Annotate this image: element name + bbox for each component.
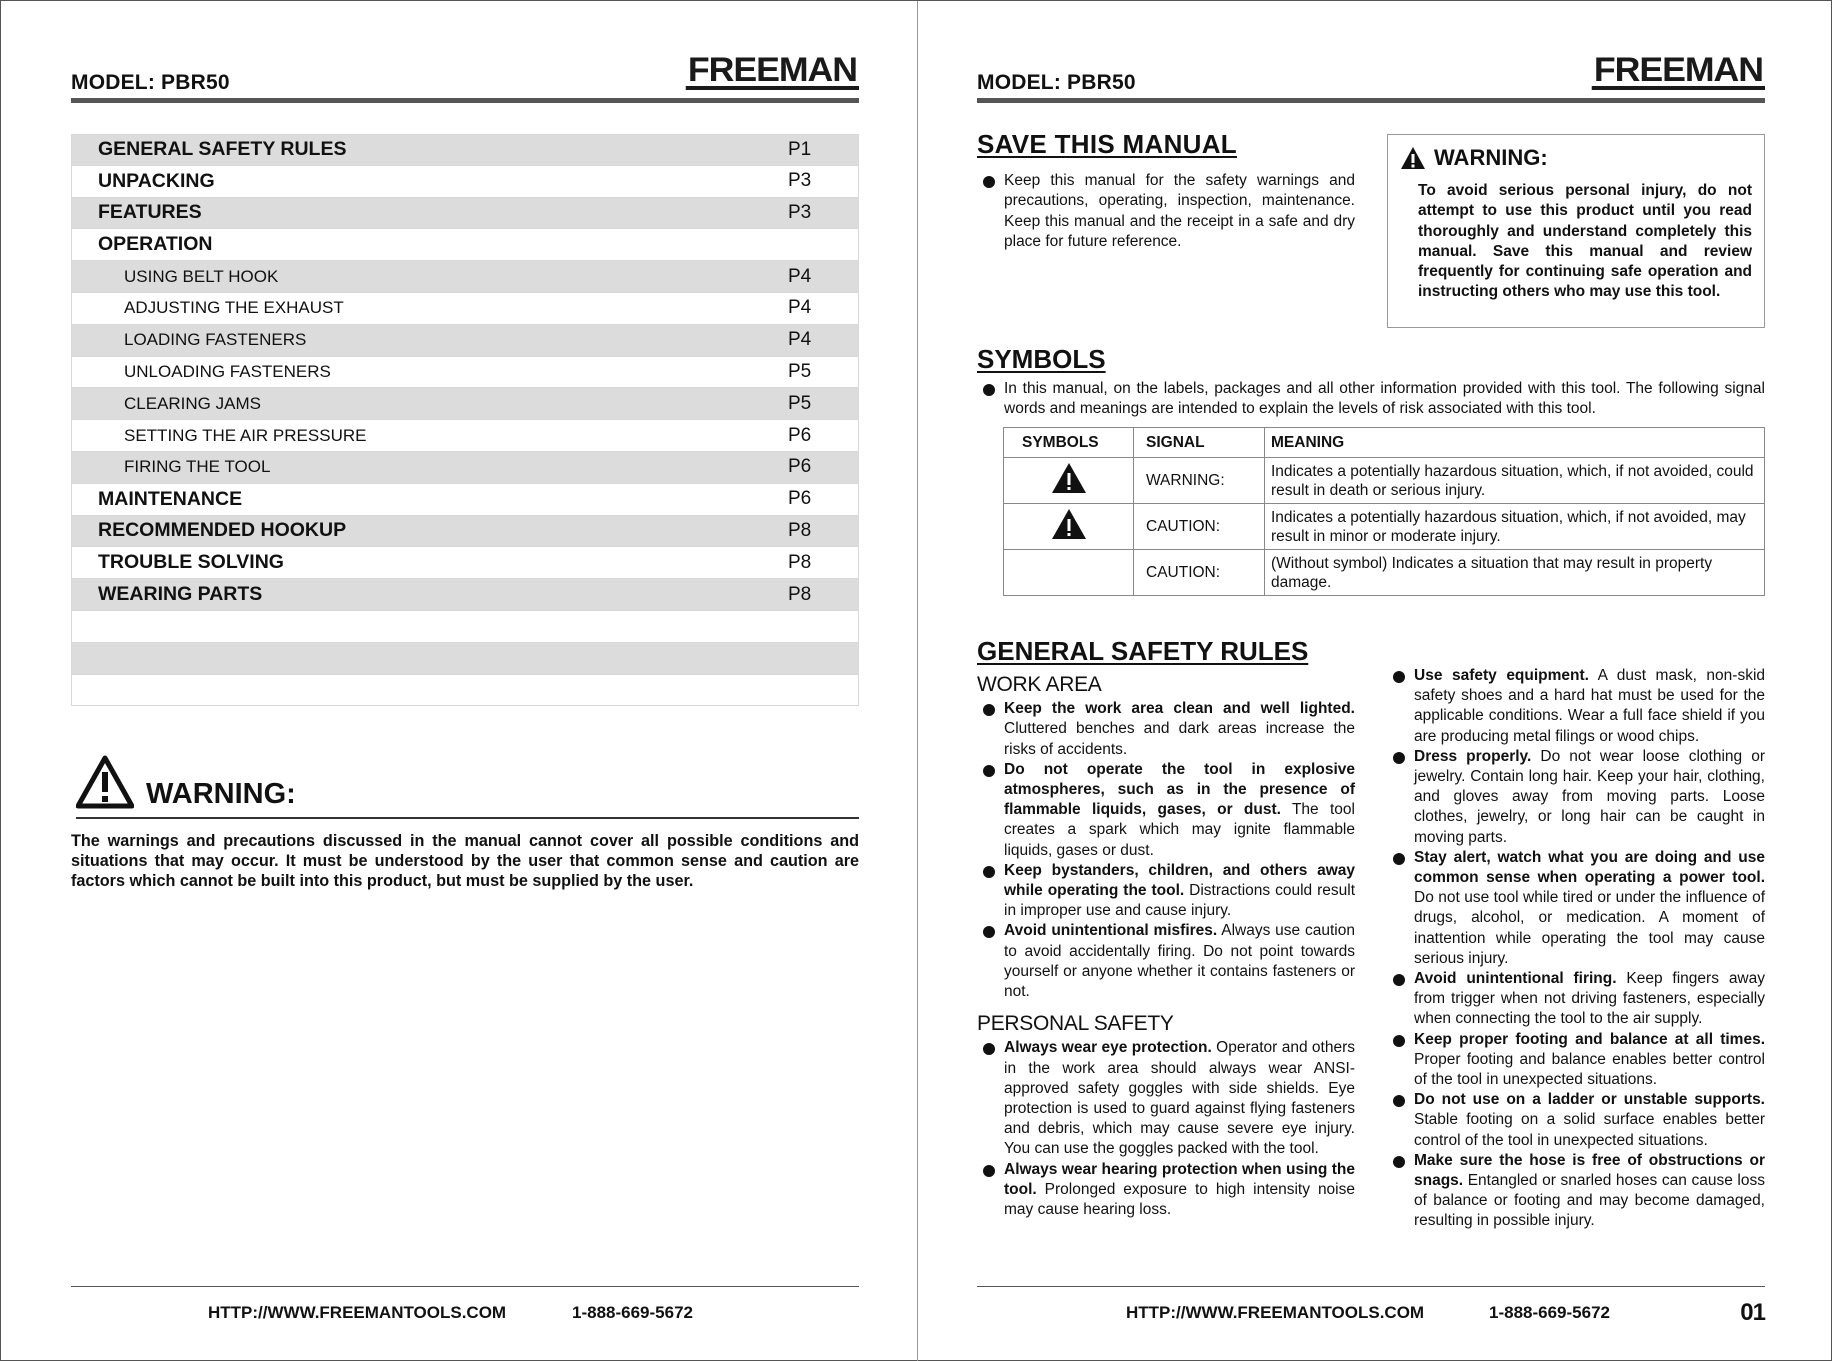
left-warning-label: WARNING: — [146, 778, 296, 810]
safety-rule-lead: Keep bystanders, children, and others away while operating the tool. — [1004, 861, 1355, 900]
toc-row — [71, 547, 859, 579]
toc-row — [71, 293, 859, 325]
toc-entry-page: P3 — [788, 201, 812, 223]
right-warning-label: WARNING: — [1434, 145, 1548, 170]
right-header — [977, 51, 1765, 103]
toc-entry-label: USING BELT HOOK — [124, 266, 279, 286]
toc-entry-page: P4 — [788, 329, 812, 351]
toc-entry-page: P4 — [788, 265, 812, 287]
toc-entry-page: P5 — [788, 392, 812, 414]
toc-row — [71, 643, 859, 675]
left-header — [71, 51, 859, 103]
safety-rule-text: Distractions could result in improper use and cause injury. — [1004, 882, 1355, 920]
toc-entry-label: CLEARING JAMS — [124, 393, 261, 413]
right-page — [977, 1, 1765, 1361]
safety-rule-item — [1387, 1030, 1765, 1091]
toc-entry-label: ADJUSTING THE EXHAUST — [124, 298, 344, 318]
toc-row — [71, 166, 859, 198]
safety-rule-lead: Keep proper footing and balance at all times. — [1414, 1030, 1765, 1048]
toc-row — [71, 134, 859, 166]
warning-triangle-icon — [1051, 508, 1087, 540]
safety-rule-item — [1387, 747, 1765, 848]
toc-entry-label: UNPACKING — [98, 169, 215, 192]
safety-rule-item — [1387, 1151, 1765, 1232]
toc-entry-page: P5 — [788, 360, 812, 382]
footer-phone: 1-888-669-5672 — [1489, 1303, 1610, 1322]
safety-rule-text: Proper footing and balance enables better control of the tool in unexpected situations. — [1414, 1050, 1765, 1089]
left-warning-text: The warnings and precautions discussed in the manual cannot cover all possible conditions and situations that may occur. It must be understood by the user that common sense and caution are factors which cannot be built into this product, but must be supplied by the user. — [71, 832, 859, 891]
header-rule — [71, 98, 859, 103]
safety-rule-item — [1387, 848, 1765, 969]
safety-rule-item — [1387, 969, 1765, 1030]
safety-rule-text: Always use caution to avoid accidentally firing. Do not point towards yourself or anyone whether it contains fasteners or not. — [1004, 922, 1355, 1001]
safety-rule-text: Stable footing on a solid surface enables better control of the tool in unexpected situations. — [1414, 1111, 1765, 1149]
toc-entry-label: SETTING THE AIR PRESSURE — [124, 425, 367, 445]
toc-entry-page: P6 — [788, 424, 812, 446]
left-warning-title — [76, 749, 859, 809]
toc-entry-page: P4 — [788, 297, 812, 319]
left-warning-block — [71, 749, 859, 892]
left-warning-rule — [76, 817, 859, 819]
safety-rule-lead: Stay alert, watch what you are doing and use common sense when operating a power tool. — [1414, 848, 1765, 887]
right-warning-text: To avoid serious personal injury, do not attempt to use this product until you read thoroughly and understand completely this manual. Save this manual and review frequently for continuing safe operation and instructing others who may use this tool. — [1418, 182, 1752, 301]
footer-url[interactable]: HTTP://WWW.FREEMANTOOLS.COM — [208, 1303, 507, 1322]
symbol-cell — [1004, 550, 1134, 596]
symbol-cell — [1004, 504, 1134, 550]
toc-entry-label: TROUBLE SOLVING — [98, 551, 284, 574]
symbols-row — [1004, 550, 1765, 596]
signal-cell: CAUTION: — [1134, 504, 1265, 550]
symbols-intro — [977, 379, 1765, 420]
toc-entry-label: WEARING PARTS — [98, 583, 263, 606]
model-label: MODEL: PBR50 — [977, 71, 1136, 94]
signal-col-header: SIGNAL — [1134, 428, 1265, 458]
safety-rule-item — [1387, 1090, 1765, 1151]
safety-rule-text: Entangled or snarled hoses can cause loss of balance or footing and may become damaged, resulting in possible injury. — [1414, 1172, 1765, 1230]
toc-row — [71, 357, 859, 389]
safety-rule-lead: Dress properly. — [1414, 747, 1532, 765]
toc-row — [71, 452, 859, 484]
meaning-cell: Indicates a potentially hazardous situation, which, if not avoided, could result in death or serious injury. — [1265, 458, 1765, 504]
safety-rule-lead: Use safety equipment. — [1414, 667, 1589, 684]
toc-entry-page: P8 — [788, 519, 812, 541]
toc-entry-label: FIRING THE TOOL — [124, 457, 271, 477]
toc-row — [71, 198, 859, 230]
right-warning-box — [1387, 134, 1765, 328]
footer-rule — [977, 1286, 1765, 1287]
safety-rule-text: Cluttered benches and dark areas increase the risks of accidents. — [1004, 720, 1355, 758]
safety-rule-text: Operator and others in the work area should always wear ANSI-approved safety goggles with side shields. Eye protection is used to guard against flying fasteners and debris, which may cause severe eye injury. You can use the goggles packed with the tool. — [1004, 1039, 1356, 1158]
safety-rule-item — [1387, 666, 1765, 747]
toc-row — [71, 261, 859, 293]
freeman-logo: FREEMAN — [686, 51, 859, 90]
safety-right-column — [1387, 666, 1765, 1232]
safety-rule-lead: Avoid unintentional firing. — [1414, 970, 1617, 988]
page-divider — [917, 1, 918, 1361]
toc-entry-page: P3 — [788, 170, 812, 192]
safety-rule-lead: Always wear hearing protection when using the tool. — [1004, 1160, 1355, 1198]
toc-entry-page: P8 — [788, 583, 812, 605]
symbols-col-header: SYMBOLS — [1004, 428, 1134, 458]
safety-rule-item — [977, 1160, 1355, 1221]
toc-row — [71, 516, 859, 548]
toc-entry-page: P6 — [788, 456, 812, 478]
general-safety-heading: GENERAL SAFETY RULES — [977, 636, 1309, 666]
footer-rule — [71, 1286, 859, 1287]
safety-rule-text: Do not wear loose clothing or jewelry. Contain long hair. Keep your hair, clothing, and gloves away from moving parts. Loose clothes, jewelry, or long hair can be caught in moving parts. — [1414, 747, 1765, 846]
symbols-table — [1003, 427, 1765, 596]
toc-entry-label: RECOMMENDED HOOKUP — [98, 519, 347, 542]
save-manual-text: Keep this manual for the safety warnings and precautions, operating, inspection, maintenance. Keep this manual and the receipt in a safe and dry place for future reference. — [977, 171, 1355, 252]
toc-entry-label: UNLOADING FASTENERS — [124, 361, 331, 381]
safety-rule-lead: Always wear eye protection. — [1004, 1039, 1212, 1057]
safety-rule-lead: Do not use on a ladder or unstable supports. — [1414, 1091, 1765, 1109]
toc-row — [71, 420, 859, 452]
work-area-heading: WORK AREA — [977, 673, 1102, 696]
meaning-cell: Indicates a potentially hazardous situation, which, if not avoided, may result in minor or moderate injury. — [1265, 504, 1765, 550]
toc-entry-label: OPERATION — [98, 233, 213, 256]
toc-entry-label: MAINTENANCE — [98, 487, 243, 510]
safety-rule-item — [977, 760, 1355, 861]
safety-rule-item — [977, 861, 1355, 922]
save-manual-heading: SAVE THIS MANUAL — [977, 129, 1237, 159]
safety-rule-text: A dust mask, non-skid safety shoes and a hard hat must be used for the applicable conditions. Wear a full face shield if you are producing metal filings or wood chips. — [1414, 667, 1766, 745]
safety-rule-item — [977, 1038, 1355, 1159]
warning-triangle-icon — [76, 755, 134, 809]
personal-safety-heading: PERSONAL SAFETY — [977, 1012, 1174, 1036]
toc-row — [71, 229, 859, 261]
safety-rule-text: Prolonged exposure to high intensity noise may cause hearing loss. — [1004, 1180, 1355, 1219]
header-rule — [977, 98, 1765, 103]
meaning-cell: (Without symbol) Indicates a situation that may result in property damage. — [1265, 550, 1765, 596]
safety-rule-text: The tool creates a spark which may ignite flammable liquids, gases or dust. — [1004, 801, 1355, 859]
toc-entry-label: FEATURES — [98, 201, 202, 224]
safety-rule-lead: Avoid unintentional misfires. — [1004, 922, 1218, 940]
safety-left-column — [977, 675, 1355, 1220]
footer-phone: 1-888-669-5672 — [572, 1303, 693, 1322]
toc-row — [71, 325, 859, 357]
table-of-contents — [71, 134, 859, 706]
meaning-col-header: MEANING — [1265, 428, 1765, 458]
safety-rule-lead: Make sure the hose is free of obstructions or snags. — [1414, 1151, 1765, 1190]
toc-row — [71, 675, 859, 707]
warning-triangle-icon — [1051, 462, 1087, 494]
toc-row — [71, 388, 859, 420]
toc-entry-page: P6 — [788, 488, 812, 510]
symbols-intro-text: In this manual, on the labels, packages and all other information provided with this tool. The following signal words and meanings are intended to explain the levels of risk associated with this tool. — [977, 379, 1765, 420]
toc-row — [71, 579, 859, 611]
safety-rule-text: Keep fingers away from trigger when not driving fasteners, especially when connecting the tool to the air supply. — [1414, 970, 1765, 1028]
symbols-row — [1004, 458, 1765, 504]
safety-rule-item — [977, 699, 1355, 760]
safety-rule-lead: Keep the work area clean and well lighted. — [1004, 700, 1355, 718]
save-manual-section — [977, 171, 1355, 252]
safety-rule-text: Do not use tool while tired or under the influence of drugs, alcohol, or medication. A moment of inattention while operating the tool may cause serious injury. — [1414, 889, 1765, 967]
signal-cell: WARNING: — [1134, 458, 1265, 504]
safety-rule-lead: Do not operate the tool in explosive atmospheres, such as in the presence of flammable liquids, gases, or dust. — [1004, 760, 1355, 819]
safety-rule-item — [977, 921, 1355, 1002]
model-label: MODEL: PBR50 — [71, 71, 230, 94]
page-number: 01 — [1740, 1299, 1765, 1326]
symbols-heading: SYMBOLS — [977, 344, 1106, 374]
toc-row — [71, 611, 859, 643]
toc-entry-page: P8 — [788, 551, 812, 573]
toc-entry-label: LOADING FASTENERS — [124, 330, 307, 350]
left-page — [71, 1, 859, 1361]
right-warning-title — [1400, 145, 1752, 171]
symbol-cell — [1004, 458, 1134, 504]
toc-row — [71, 484, 859, 516]
freeman-logo: FREEMAN — [1592, 51, 1765, 90]
toc-entry-page: P1 — [788, 138, 812, 160]
footer-url[interactable]: HTTP://WWW.FREEMANTOOLS.COM — [1126, 1303, 1425, 1322]
toc-entry-label: GENERAL SAFETY RULES — [98, 138, 347, 161]
signal-cell: CAUTION: — [1134, 550, 1265, 596]
symbols-row — [1004, 504, 1765, 550]
warning-triangle-icon — [1400, 146, 1426, 170]
